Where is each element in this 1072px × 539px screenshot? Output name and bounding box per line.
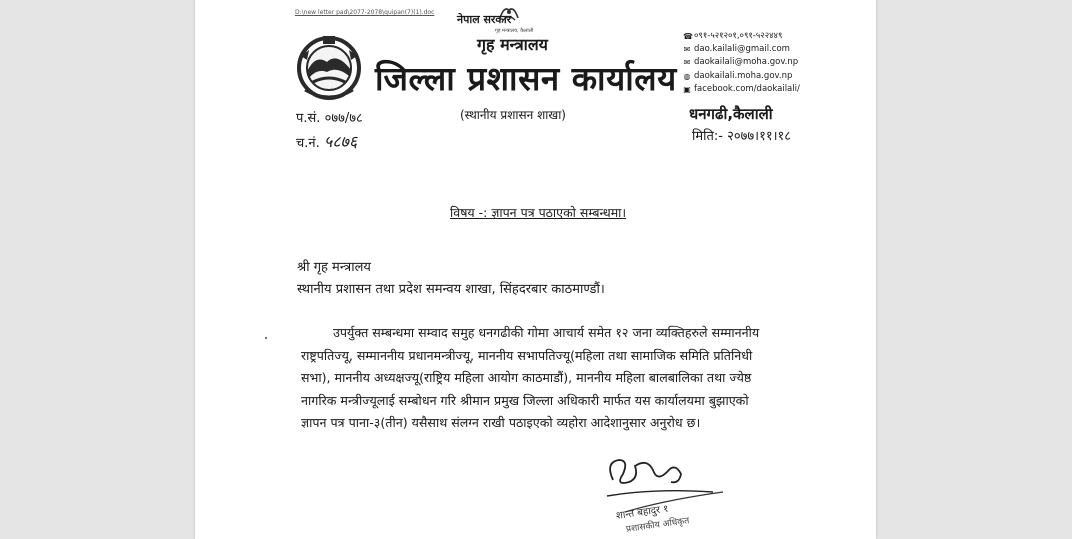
contact-facebook: ▣ facebook.com/daokailali/: [683, 83, 800, 96]
ministry-subtext: गृह मन्त्रालय, कैलाली: [495, 28, 534, 34]
contact-block: [683, 30, 800, 96]
mail-icon: ✉: [683, 58, 691, 68]
signature-title: प्रशासकीय अधिकृत: [625, 516, 690, 535]
cn-number: [296, 130, 357, 152]
globe-icon: ◍: [683, 71, 691, 81]
letter-date: मिति:- २०७७।११।१८: [692, 129, 792, 144]
nepal-emblem-icon: [293, 32, 365, 104]
contact-email-1: ✉ dao.kailali@gmail.com: [683, 43, 800, 56]
contact-phone: ☎ ०९१-५२१२०१,०९१-५२२४४९: [683, 30, 800, 43]
document-page: [195, 0, 876, 539]
city-name: धनगढी,कैलाली: [689, 105, 773, 123]
cn-value: ५८७६: [323, 132, 358, 151]
cn-label: च.नं.: [296, 136, 320, 151]
recipient-line-2: स्थानीय प्रशासन तथा प्रदेश समन्वय शाखा, सिंहदरबार काठमाण्डौं।: [297, 282, 605, 297]
contact-email-2: ✉ daokailali@moha.gov.np: [683, 56, 800, 69]
letter-body: [301, 322, 801, 435]
body-line: सभा), माननीय अध्यक्षज्यू(राष्ट्रिय महिला आयोग काठमाडौं), माननीय महिला बालबालिका तथा ज्येष्ठ: [301, 370, 752, 385]
letter-subject: विषय -: ज्ञापन पत्र पठाएको सम्बन्धमा।: [450, 205, 627, 220]
ps-number: प.सं. ०७७/७८: [296, 111, 363, 126]
mail-icon: ✉: [683, 45, 691, 55]
body-line: ज्ञापन पत्र पाना-३(तीन) यसैसाथ संलग्न राखी पठाइएको व्यहोरा आदेशानुसार अनुरोध छ।: [301, 415, 701, 430]
file-path: D:\new letter pad\2077-2078\quipan(7)(1).doc: [295, 9, 435, 16]
facebook-icon: ▣: [683, 84, 691, 94]
office-title: जिल्ला प्रशासन कार्यालय: [375, 59, 677, 98]
ministry-name: गृह मन्त्रालय: [477, 35, 548, 54]
phone-icon: ☎: [683, 32, 693, 41]
body-line: राष्ट्रपतिज्यू, सम्माननीय प्रधानमन्त्रीज्यू, माननीय सभापतिज्यू(महिला तथा सामाजिक समिति प्रतिनिधी: [301, 347, 753, 363]
contact-website: ◍ daokailali.moha.gov.np: [683, 70, 800, 83]
body-line: नागरिक मन्त्रीज्यूलाई सम्बोधन गरि श्रीमान प्रमुख जिल्ला अधिकारी मार्फत यस कार्यालयमा बुझाएको: [301, 392, 749, 408]
signature-name: शान्त बहादुर १: [615, 503, 670, 522]
body-line: उपर्युक्त सम्बन्धमा सम्वाद समुह धनगढीकी गोमा आचार्य समेत १२ जना व्यक्तिहरुले सम्माननीय: [333, 325, 760, 340]
government-name: नेपाल सरकार: [457, 13, 512, 26]
section-name: (स्थानीय प्रशासन शाखा): [460, 108, 566, 122]
recipient-line-1: श्री गृह मन्त्रालय: [297, 260, 371, 275]
scan-speck: [265, 337, 267, 339]
